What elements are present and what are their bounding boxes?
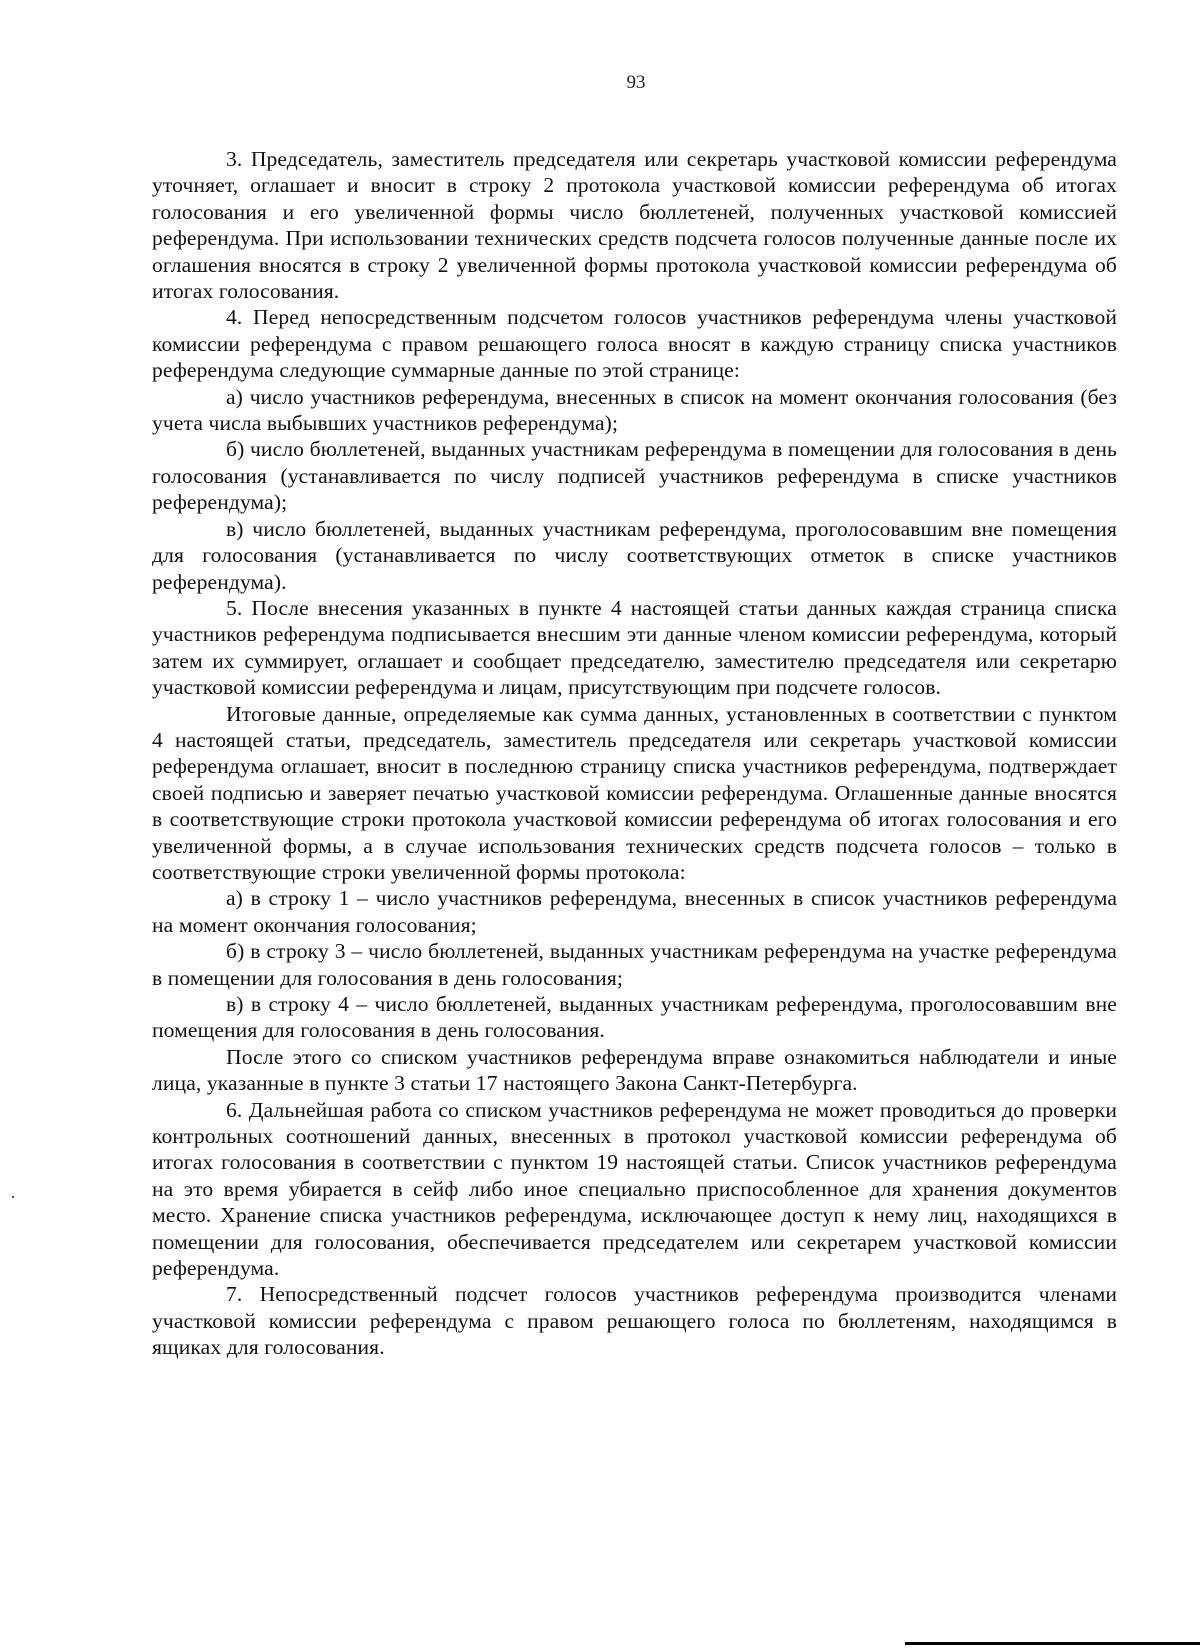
paragraph-subitem-line-4: в) в строку 4 – число бюллетеней, выданных участникам референдума, проголосовавшим вне помещения для голосования в день голосования.: [152, 992, 1117, 1043]
paragraph-subitem-4v: в) число бюллетеней, выданных участникам референдума, проголосовавшим вне помещения для голосования (устанавливается по числу соответствующих отметок в списке участников референдума).: [152, 516, 1117, 594]
paragraph-item-7: 7. Непосредственный подсчет голосов участников референдума производится членами участковой комиссии референдума с правом решающего голоса по бюллетеням, находящимся в ящиках для голосования.: [152, 1282, 1117, 1360]
paragraph-subitem-line-3: б) в строку 3 – число бюллетеней, выданных участникам референдума на участке референдума в помещении для голосования в день голосования;: [152, 939, 1117, 990]
paragraph-item-4: 4. Перед непосредственным подсчетом голосов участников референдума члены участковой комиссии референдума с правом решающего голоса вносят в каждую страницу списка участников референдума следующие суммарные данные по этой странице:: [152, 305, 1117, 383]
paragraph-subitem-line-1: а) в строку 1 – число участников референдума, внесенных в список участников референдума на момент окончания голосования;: [152, 886, 1117, 937]
document-body: [152, 146, 1117, 1361]
scan-edge-line: [905, 1642, 1200, 1645]
page-number: 93: [626, 72, 646, 93]
paragraph-item-3: 3. Председатель, заместитель председателя или секретарь участковой комиссии референдума уточняет, оглашает и вносит в строку 2 протокола участковой комиссии референдума об итогах голосования и его увеличенной формы число бюллетеней, полученных участковой комиссией референдума. При использовании технических средств подсчета голосов полученные данные после их оглашения вносятся в строку 2 увеличенной формы протокола участковой комиссии референдума об итогах голосования.: [152, 147, 1117, 304]
paragraph-subitem-4b: б) число бюллетеней, выданных участникам референдума в помещении для голосования в день голосования (устанавливается по числу подписей участников референдума в списке участников референдума);: [152, 437, 1117, 515]
paragraph-observers: После этого со списком участников референдума вправе ознакомиться наблюдатели и иные лица, указанные в пункте 3 статьи 17 настоящего Закона Санкт-Петербурга.: [152, 1044, 1117, 1096]
paragraph-subitem-4a: а) число участников референдума, внесенных в список на момент окончания голосования (без учета числа выбывших участников референдума);: [152, 384, 1117, 436]
scan-speck: [12, 1196, 14, 1198]
paragraph-item-5: 5. После внесения указанных в пункте 4 настоящей статьи данных каждая страница списка участников референдума подписывается внесшим эти данные членом комиссии референдума, который затем их суммирует, оглашает и сообщает председателю, заместителю председателя или секретарю участковой комиссии референдума и лицам, присутствующим при подсчете голосов.: [152, 595, 1117, 700]
paragraph-item-6: 6. Дальнейшая работа со списком участников референдума не может проводиться до проверки контрольных соотношений данных, внесенных в протокол участковой комиссии референдума об итогах голосования в соответствии с пунктом 19 настоящей статьи. Список участников референдума на это время убирается в сейф либо иное специально приспособленное для хранения документов место. Хранение списка участников референдума, исключающее доступ к нему лиц, находящихся в помещении для голосования, обеспечивается председателем или секретарем участковой комиссии референдума.: [152, 1097, 1117, 1281]
paragraph-totals: Итоговые данные, определяемые как сумма данных, установленных в соответствии с пунктом 4 настоящей статьи, председатель, заместитель председателя или секретарь участковой комиссии референдума оглашает, вносит в последнюю страницу списка участников референдума, подтверждает своей подписью и заверяет печатью участковой комиссии референдума. Оглашенные данные вносятся в соответствующие строки протокола участковой комиссии референдума об итогах голосования и его увеличенной формы, а в случае использования технических средств подсчета голосов – только в соответствующие строки увеличенной формы протокола:: [152, 701, 1117, 884]
